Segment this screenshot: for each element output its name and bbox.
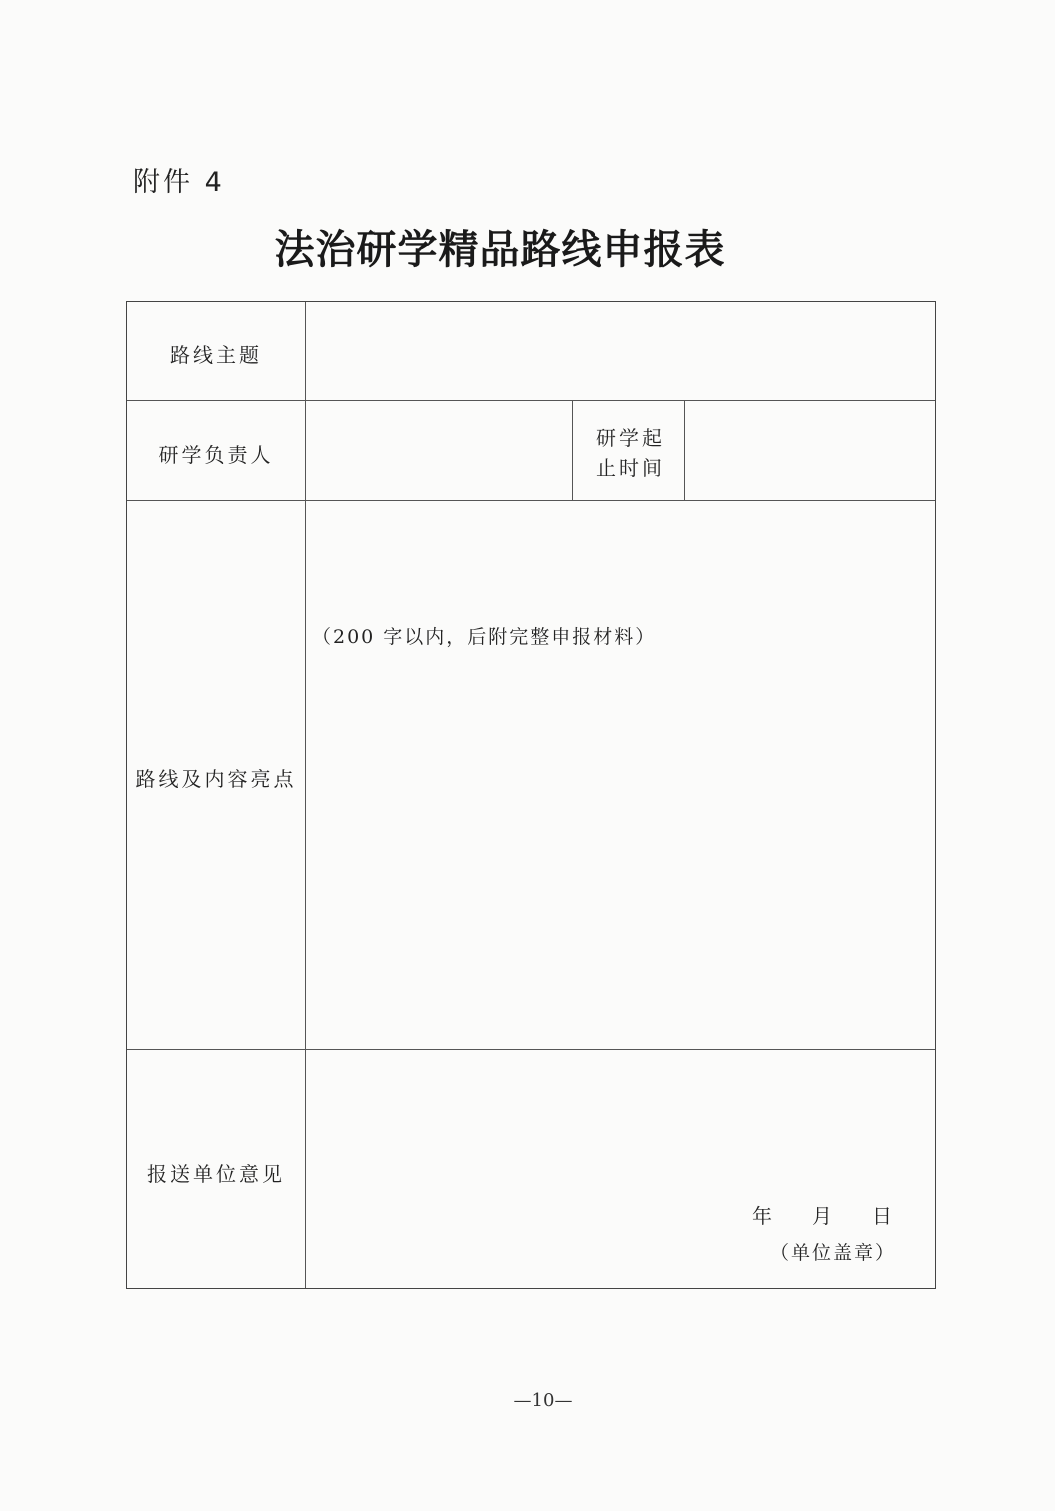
row-divider-2: [127, 500, 935, 501]
period-label-line1: 研学起: [596, 426, 665, 450]
route-theme-label: 路线主题: [170, 343, 262, 367]
opinion-label: 报送单位意见: [147, 1162, 285, 1186]
attachment-label: 附件 4: [133, 167, 225, 198]
highlights-hint: （200 字以内，后附完整申报材料）: [312, 626, 657, 648]
date-day: 日: [872, 1204, 892, 1228]
period-label-divider-left: [572, 401, 573, 500]
leader-label: 研学负责人: [158, 443, 274, 467]
highlights-label: 路线及内容亮点: [135, 767, 297, 791]
period-label-line2: 止时间: [596, 456, 665, 480]
date-month: 月: [812, 1204, 832, 1228]
highlights-field[interactable]: [307, 660, 934, 1048]
period-field[interactable]: [686, 402, 934, 499]
seal-note: （单位盖章）: [770, 1242, 897, 1264]
page-number: —10—: [513, 1390, 573, 1411]
period-label: [596, 423, 665, 483]
date-year: 年: [752, 1204, 772, 1228]
page-title: 法治研学精品路线申报表: [274, 226, 726, 273]
opinion-field[interactable]: [307, 1051, 934, 1191]
leader-field[interactable]: [307, 402, 571, 499]
route-theme-field[interactable]: [307, 303, 934, 399]
